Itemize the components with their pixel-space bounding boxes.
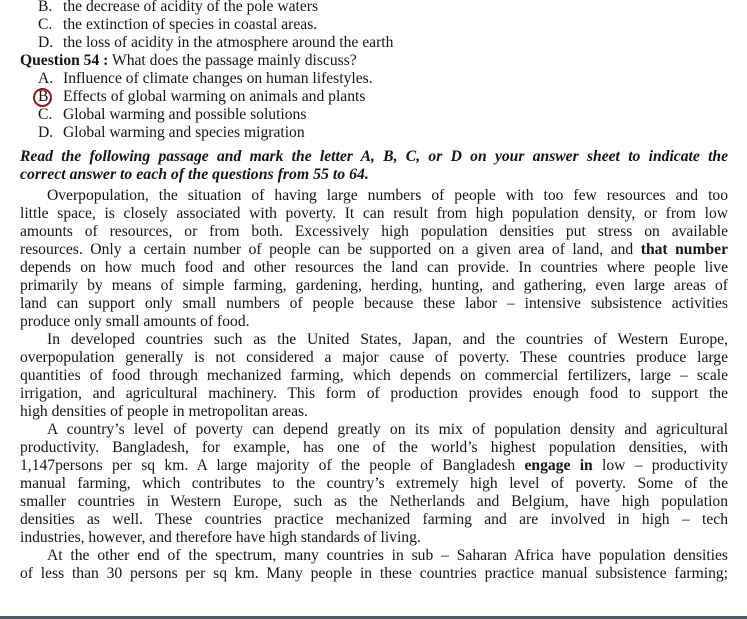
passage-line: industries, however, and therefore have high standards of living. (20, 529, 421, 546)
passage-line (20, 241, 728, 259)
option-b-text: Effects of global warming on animals and plants (63, 88, 366, 105)
option-letter: D. (38, 34, 54, 51)
instruction-line-2: correct answer to each of the questions from 55 to 64. (20, 166, 369, 183)
passage-line: depends on how much food and other resources the land can provide. In countries where people live (20, 259, 728, 276)
passage-line: little space, is closely associated with poverty. It can result from high population density, or from low (20, 205, 728, 222)
passage-line: densities as well. These countries practice mechanized farming and are involved in high – tech (20, 511, 728, 528)
passage-line: A country’s level of poverty can depend greatly on its mix of population density and agricultural (47, 421, 728, 438)
option-letter: C. (38, 16, 53, 33)
option-d-text: Global warming and species migration (63, 124, 305, 141)
passage-line: irrigation, and agricultural machinery. This form of production provides enough food to support the (20, 385, 728, 402)
passage-line: In developed countries such as the United States, Japan, and the countries of Western Europe, (47, 331, 728, 348)
passage-line (20, 457, 728, 475)
highlighted-phrase-that-number: that number (640, 241, 728, 258)
question-label: Question 54 : (20, 52, 109, 69)
option-letter: B. (38, 0, 53, 15)
passage-line: high densities of people in metropolitan areas. (20, 403, 308, 420)
passage-line: of less than 30 persons per sq km. Many people in these countries practice manual subsistence farming; (20, 565, 728, 582)
option-a-text: Influence of climate changes on human lifestyles. (63, 70, 373, 87)
passage-line: quantities of food through mechanized farming, which depends on commercial fertilizers, large – scale (20, 367, 728, 384)
passage-line: manual farming, which contributes to the country’s extremely high level of poverty. Some of the (20, 475, 728, 492)
passage-line: produce only small amounts of food. (20, 313, 250, 330)
question-54-heading (20, 52, 357, 70)
question-prompt: What does the passage mainly discuss? (112, 52, 357, 69)
passage-line: productivity. Bangladesh, for example, has one of the world’s highest population densities, with (20, 439, 728, 456)
option-c-text: Global warming and possible solutions (63, 106, 307, 123)
option-b-letter[interactable]: B. (38, 88, 53, 105)
option-c-letter[interactable]: C. (38, 106, 53, 123)
passage-line: amounts of resources, or from both. Excessively high population densities put stress on available (20, 223, 728, 240)
passage-line: Overpopulation, the situation of having large numbers of people with too few resources and too (47, 187, 728, 204)
passage-line: primarily by means of simple farming, gardening, herding, hunting, and gathering, even large areas of (20, 277, 728, 294)
option-text: the loss of acidity in the atmosphere around the earth (63, 34, 394, 51)
passage-text: 1,147persons per sq km. A large majority of the people of Bangladesh (20, 457, 525, 474)
passage-line: land can support only small numbers of people because these labor – intensive subsistence activities (20, 295, 728, 312)
passage-line: At the other end of the spectrum, many countries in sub – Saharan Africa have population densities (47, 547, 728, 564)
passage-text: resources. Only a certain number of people can be supported on a given area of land, and (20, 241, 641, 258)
passage-text: low – productivity (592, 457, 729, 474)
option-d-letter[interactable]: D. (38, 124, 54, 141)
instruction-line-1: Read the following passage and mark the letter A, B, C, or D on your answer sheet to indicate the (20, 148, 728, 165)
passage-line: overpopulation generally is not considered a major cause of poverty. These countries produce large (20, 349, 728, 366)
option-a-letter[interactable]: A. (38, 70, 54, 87)
highlighted-phrase-engage-in: engage in (524, 457, 593, 474)
option-text: the decrease of acidity of the pole waters (63, 0, 319, 15)
option-text: the extinction of species in coastal areas. (63, 16, 318, 33)
passage-line: smaller countries in Western Europe, such as the Netherlands and Belgium, have high population (20, 493, 728, 510)
